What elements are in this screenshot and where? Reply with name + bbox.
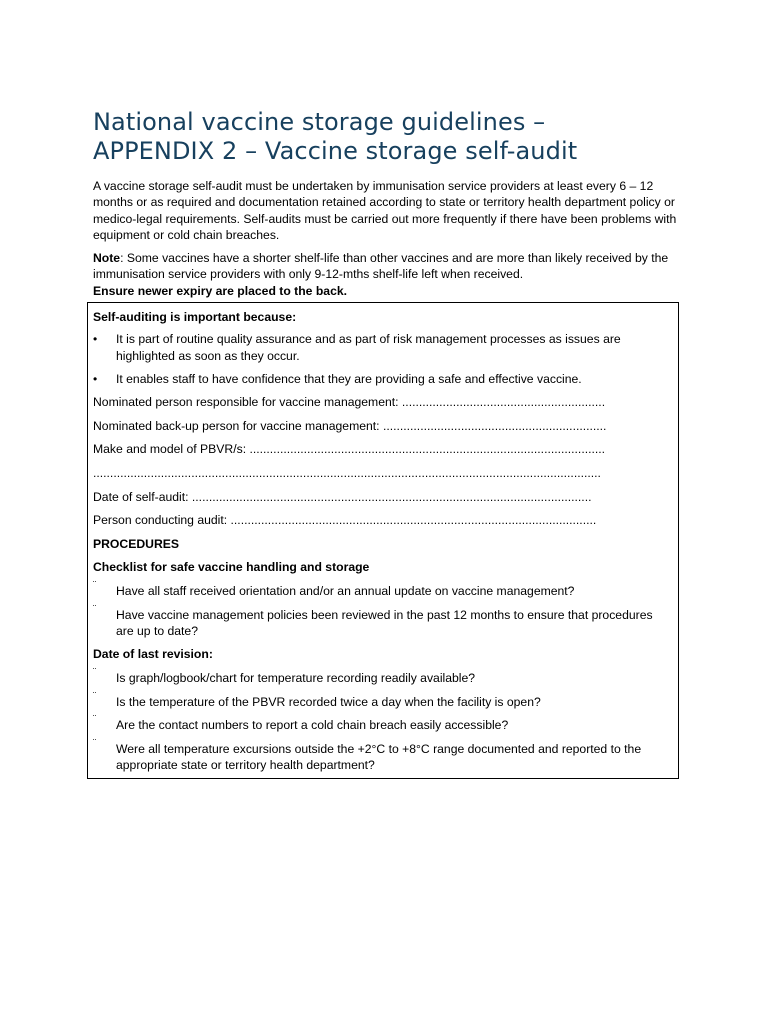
- checklist-b: [93, 667, 672, 773]
- importance-list: [93, 331, 672, 387]
- list-item: [93, 331, 672, 364]
- make-model-continuation-field[interactable]: ......................................................................................................................................................: [93, 465, 601, 480]
- backup-person-field[interactable]: Nominated back-up person for vaccine management: ..................................................................: [93, 418, 607, 433]
- checkbox-icon[interactable]: ¨: [93, 579, 97, 591]
- bullet-icon: •: [93, 332, 98, 347]
- checklist-item-text: Are the contact numbers to report a cold chain breach easily accessible?: [116, 718, 509, 733]
- make-model-field[interactable]: Make and model of PBVR/s: .........................................................................................................: [93, 442, 606, 457]
- checklist-item: [93, 603, 672, 640]
- last-revision-label: Date of last revision:: [93, 647, 213, 662]
- checklist-item: [93, 579, 672, 599]
- checklist-item-text: Have all staff received orientation and/or an annual update on vaccine management?: [116, 583, 575, 598]
- bullet-icon: •: [93, 371, 98, 386]
- audit-date-field[interactable]: Date of self-audit: ......................................................................................................................: [93, 489, 592, 504]
- bullet-text: It enables staff to have confidence that they are providing a safe and effective vaccine.: [116, 371, 582, 386]
- title-line-1: National vaccine storage guidelines –: [93, 108, 546, 136]
- bullet-text: It is part of routine quality assurance and as part of risk management processes as issues are highlighted as soon as they occur.: [116, 332, 621, 363]
- checkbox-icon[interactable]: ¨: [93, 667, 97, 679]
- document-body: [93, 108, 683, 299]
- checklist-item-text: Have vaccine management policies been reviewed in the past 12 months to ensure that procedures are up to date?: [116, 607, 653, 638]
- nominated-person-field[interactable]: Nominated person responsible for vaccine management: ............................................................: [93, 395, 606, 410]
- checklist-item: [93, 737, 672, 774]
- checklist-item: [93, 690, 672, 710]
- checklist-item: [93, 667, 672, 686]
- person-conducting-field[interactable]: Person conducting audit: ............................................................................................................: [93, 513, 597, 528]
- note-paragraph: [93, 250, 678, 299]
- procedures-heading: PROCEDURES: [93, 536, 180, 551]
- checklist-item-text: Is graph/logbook/chart for temperature recording readily available?: [116, 671, 476, 686]
- note-text: : Some vaccines have a shorter shelf-life than other vaccines and are more than likely received by the immunisation service providers with only 9-12-mths shelf-life left when received.: [93, 251, 669, 282]
- list-item: [93, 371, 672, 387]
- self-audit-box: [87, 302, 679, 779]
- intro-paragraph: A vaccine storage self-audit must be undertaken by immunisation service providers at least every 6 – 12 months or as required and documentation retained according to state or territory health department policy or medico-legal requirements. Self-audits must be carried out more frequently if there have been problems with equipment or cold chain breaches.: [93, 179, 677, 242]
- title-line-2: APPENDIX 2 – Vaccine storage self-audit: [93, 137, 578, 165]
- checklist-item-text: Is the temperature of the PBVR recorded twice a day when the facility is open?: [116, 694, 541, 709]
- checklist-heading: Checklist for safe vaccine handling and storage: [93, 560, 370, 575]
- checklist-item: [93, 714, 672, 733]
- note-label: Note: [93, 251, 121, 266]
- page-title: [93, 108, 683, 166]
- checkbox-icon[interactable]: ¨: [93, 714, 97, 726]
- checklist-a: [93, 579, 672, 639]
- checkbox-icon[interactable]: ¨: [93, 603, 97, 615]
- expiry-instruction: Ensure newer expiry are placed to the back.: [93, 283, 348, 298]
- checkbox-icon[interactable]: ¨: [93, 737, 97, 749]
- importance-heading: Self-auditing is important because:: [93, 310, 297, 324]
- checkbox-icon[interactable]: ¨: [93, 690, 97, 702]
- checklist-item-text: Were all temperature excursions outside the +2°C to +8°C range documented and reported to the appropriate state or territory health department?: [116, 741, 642, 773]
